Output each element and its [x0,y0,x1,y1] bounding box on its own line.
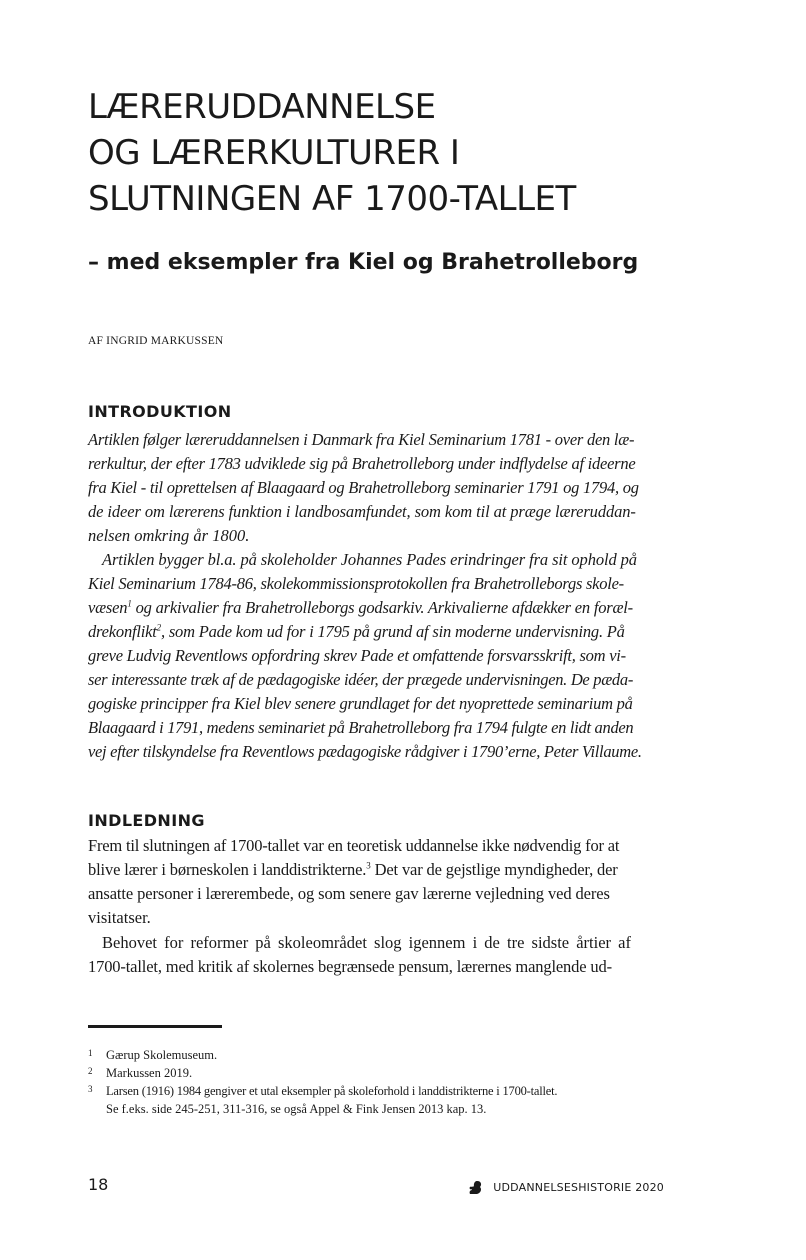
text-line: Behovet for reformer på skoleområdet slog igennem i de tre sidste årtier af [102,933,631,952]
title-line: SLUTNINGEN AF 1700-TALLET [88,179,576,219]
text-line: ser interessante træk af de pædagogiske idéer, der prægede undervisningen. De pæda- [88,670,634,689]
article-title [88,84,768,222]
footnote-number: 1 [88,1048,93,1058]
text-line: de ideer om lærerens funktion i landbosamfundet, som kom til at præge læreruddan- [88,502,636,521]
text-line: Frem til slutningen af 1700-tallet var en teoretisk uddannelse ikke nødvendig for at [88,836,620,855]
footnote-text: Markussen 2019. [106,1066,193,1080]
text-line: ansatte personer i lærerembede, og som senere gav lærerne vejledning ved deres [88,884,610,903]
text-line [88,620,718,644]
title-line: LÆRERUDDANNELSE [88,87,436,127]
section-heading-introduktion: INTRODUKTION [88,402,232,421]
title-line: OG LÆRERKULTURER I [88,133,460,173]
section-heading-indledning: INDLEDNING [88,811,205,830]
text-fragment: og arkivalier fra Brahetrolleborgs godsarkiv. Arkivalierne afdækker en foræl- [131,598,633,617]
footnote-text: Gærup Skolemuseum. [106,1048,218,1062]
text-line: gogiske principper fra Kiel blev senere grundlaget for det nyoprettede seminarium på [88,694,633,713]
running-footer [467,1180,664,1195]
text-line: Blaagaard i 1791, medens seminariet på Brahetrolleborg fra 1794 fulgte en lidt anden [88,718,634,737]
footnote-ref-3[interactable]: 3 [366,860,371,871]
squirrel-logo-icon [467,1180,483,1195]
text-fragment: Det var de gejstlige myndigheder, der [370,860,618,879]
footnote-text: Larsen (1916) 1984 gengiver et utal eksempler på skoleforhold i landdistrikterne i 1700-tallet. [106,1084,558,1098]
text-fragment: drekonflikt [88,622,157,641]
footnote-number: 3 [88,1084,93,1094]
text-line: vej efter tilskyndelse fra Reventlows pædagogiske rådgiver i 1790’erne, Peter Villaume. [88,742,642,761]
footnote-ref-1[interactable]: 1 [127,598,132,609]
text-fragment: , som Pade kom ud for i 1795 på grund af sin moderne undervisning. På [160,622,625,641]
footnote-item [88,1082,688,1118]
text-line: greve Ludvig Reventlows opfordring skrev Pade et omfattende forsvarsskrift, som vi- [88,646,626,665]
journal-name: UDDANNELSESHISTORIE 2020 [493,1181,664,1194]
indledning-paragraph-1 [88,834,718,930]
text-line: rerkultur, der efter 1783 udviklede sig på Brahetrolleborg under indflydelse af ideerne [88,454,636,473]
text-line: visitatser. [88,908,151,927]
text-fragment: væsen [88,598,128,617]
footnote-text: Se f.eks. side 245-251, 311-316, se også Appel & Fink Jensen 2013 kap. 13. [106,1102,487,1116]
author-byline: AF INGRID MARKUSSEN [88,335,224,347]
text-line: nelsen omkring år 1800. [88,526,250,545]
text-line [88,858,718,882]
text-line: fra Kiel - til oprettelsen af Blaagaard og Brahetrolleborg seminarier 1791 og 1794, og [88,478,639,497]
text-line: Artiklen følger læreruddannelsen i Danmark fra Kiel Seminarium 1781 - over den læ- [88,430,635,449]
footnotes [88,1046,688,1118]
intro-paragraph-2 [88,548,718,764]
text-fragment: blive lærer i børneskolen i landdistrikterne. [88,860,367,879]
footnote-item [88,1064,688,1082]
article-subtitle: – med eksempler fra Kiel og Brahetrolleborg [88,250,639,275]
footnote-number: 2 [88,1066,93,1076]
intro-paragraph-1 [88,428,718,548]
footnote-item [88,1046,688,1064]
text-line: Kiel Seminarium 1784-86, skolekommissionsprotokollen fra Brahetrolleborgs skole- [88,574,624,593]
text-line [88,596,718,620]
page-number: 18 [88,1175,109,1194]
indledning-paragraph-2 [88,931,718,979]
footnote-ref-2[interactable]: 2 [156,622,161,633]
footnote-divider [88,1025,222,1028]
text-line: 1700-tallet, med kritik af skolernes begrænsede pensum, lærernes manglende ud- [88,957,612,976]
text-line: Artiklen bygger bl.a. på skoleholder Johannes Pades erindringer fra sit ophold på [102,550,637,569]
